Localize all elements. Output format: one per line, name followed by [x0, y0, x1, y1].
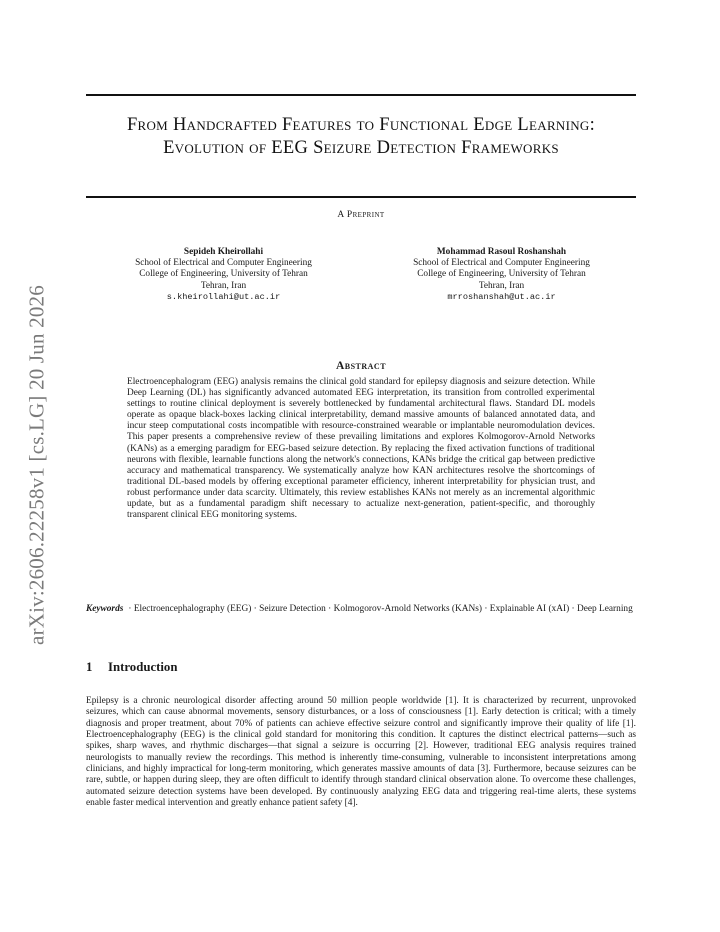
introduction-text: Epilepsy is a chronic neurological disorder affecting around 50 million people worldwide [1]. It is characterized by recurrent, unprovoked seizures, which can cause abnormal movements, sensory disturbances, or a loss of consciousness [1]. Early detection is critical; with a timely diagnosis and proper treatment, about 70% of patients can achieve effective seizure control and significantly improve their quality of life [1]. Electroencephalography (EEG) is the clinical gold standard for monitoring this condition. It captures the distinct electrical patterns—such as spikes, sharp waves, and rhythmic discharges—that signal a seizure is occurring [2]. However, traditional EEG analysis requires trained neurologists to manually review the recordings. This method is inherently time-consuming, vulnerable to inconsistent interpretations among clinicians, and highly impractical for long-term monitoring, which generates massive amounts of data [3]. Furthermore, because seizures can be rare, subtle, or happen during sleep, they are often difficult to identify through standard clinical observation alone. To overcome these challenges, automated seizure detection systems have been developed. By continuously analyzing EEG data and triggering real-time alerts, these systems enable faster medical intervention and greatly enhance patient safety [4]. — [86, 696, 636, 809]
author-college: College of Engineering, University of Tehran — [139, 269, 308, 280]
arxiv-identifier: arXiv:2606.22258v1 [cs.LG] 20 Jun 2026 — [24, 285, 49, 645]
title-rule-top — [86, 94, 636, 96]
preprint-label: A Preprint — [337, 210, 385, 220]
author-2 — [364, 247, 639, 303]
keywords-line — [86, 604, 636, 615]
paper-title: From Handcrafted Features to Functional Edge Learning: Evolution of EEG Seizure Detection Frameworks — [126, 115, 596, 158]
author-name: Sepideh Kheirollahi — [183, 247, 264, 257]
author-name: Mohammad Rasoul Roshanshah — [436, 247, 567, 257]
keywords-label: Keywords — [86, 604, 124, 614]
author-email[interactable]: s.kheirollahi@ut.ac.ir — [166, 291, 281, 302]
author-department: School of Electrical and Computer Engineering — [135, 258, 312, 269]
section-number: 1 — [86, 660, 93, 674]
author-1 — [86, 247, 361, 303]
section-title: Introduction — [108, 660, 178, 674]
keywords-list: · Electroencephalography (EEG) · Seizure Detection · Kolmogorov-Arnold Networks (KANs) · Explainable AI (xAI) · Deep Learning — [128, 604, 633, 614]
author-location: Tehran, Iran — [200, 280, 247, 291]
section-heading — [86, 660, 177, 675]
author-location: Tehran, Iran — [478, 280, 525, 291]
abstract-heading: Abstract — [335, 360, 387, 372]
author-email[interactable]: mrroshanshah@ut.ac.ir — [447, 291, 556, 302]
arxiv-sidebar — [22, 250, 52, 680]
author-department: School of Electrical and Computer Engineering — [413, 258, 590, 269]
title-rule-bottom — [86, 196, 636, 198]
abstract-text: Electroencephalogram (EEG) analysis remains the clinical gold standard for epilepsy diagnosis and seizure detection. While Deep Learning (DL) has significantly advanced automated EEG interpretation, its transition from controlled experimental settings to routine clinical deployment is severely bottlenecked by fundamental architectural flaws. Standard DL models operate as opaque black-boxes lacking clinical interpretability, demand massive amounts of balanced annotated data, and incur steep computational costs incompatible with resource-constrained wearable or implantable neuromodulation devices. This paper presents a comprehensive review of these prevailing limitations and explores Kolmogorov-Arnold Networks (KANs) as a emerging paradigm for EEG-based seizure detection. By replacing the fixed activation functions of traditional neurons with flexible, learnable functions along the network's connections, KANs bridge the critical gap between predictive accuracy and mathematical transparency. We systematically analyze how KAN architectures resolve the shortcomings of traditional DL-based models by offering exceptional parameter efficiency, inherent interpretability for physician trust, and robust performance under data scarcity. Ultimately, this review establishes KANs not merely as an incremental algorithmic update, but as a fundamental paradigm shift necessary to actualize next-generation, patient-specific, and thoroughly transparent clinical EEG monitoring systems. — [127, 377, 595, 521]
author-college: College of Engineering, University of Tehran — [417, 269, 586, 280]
